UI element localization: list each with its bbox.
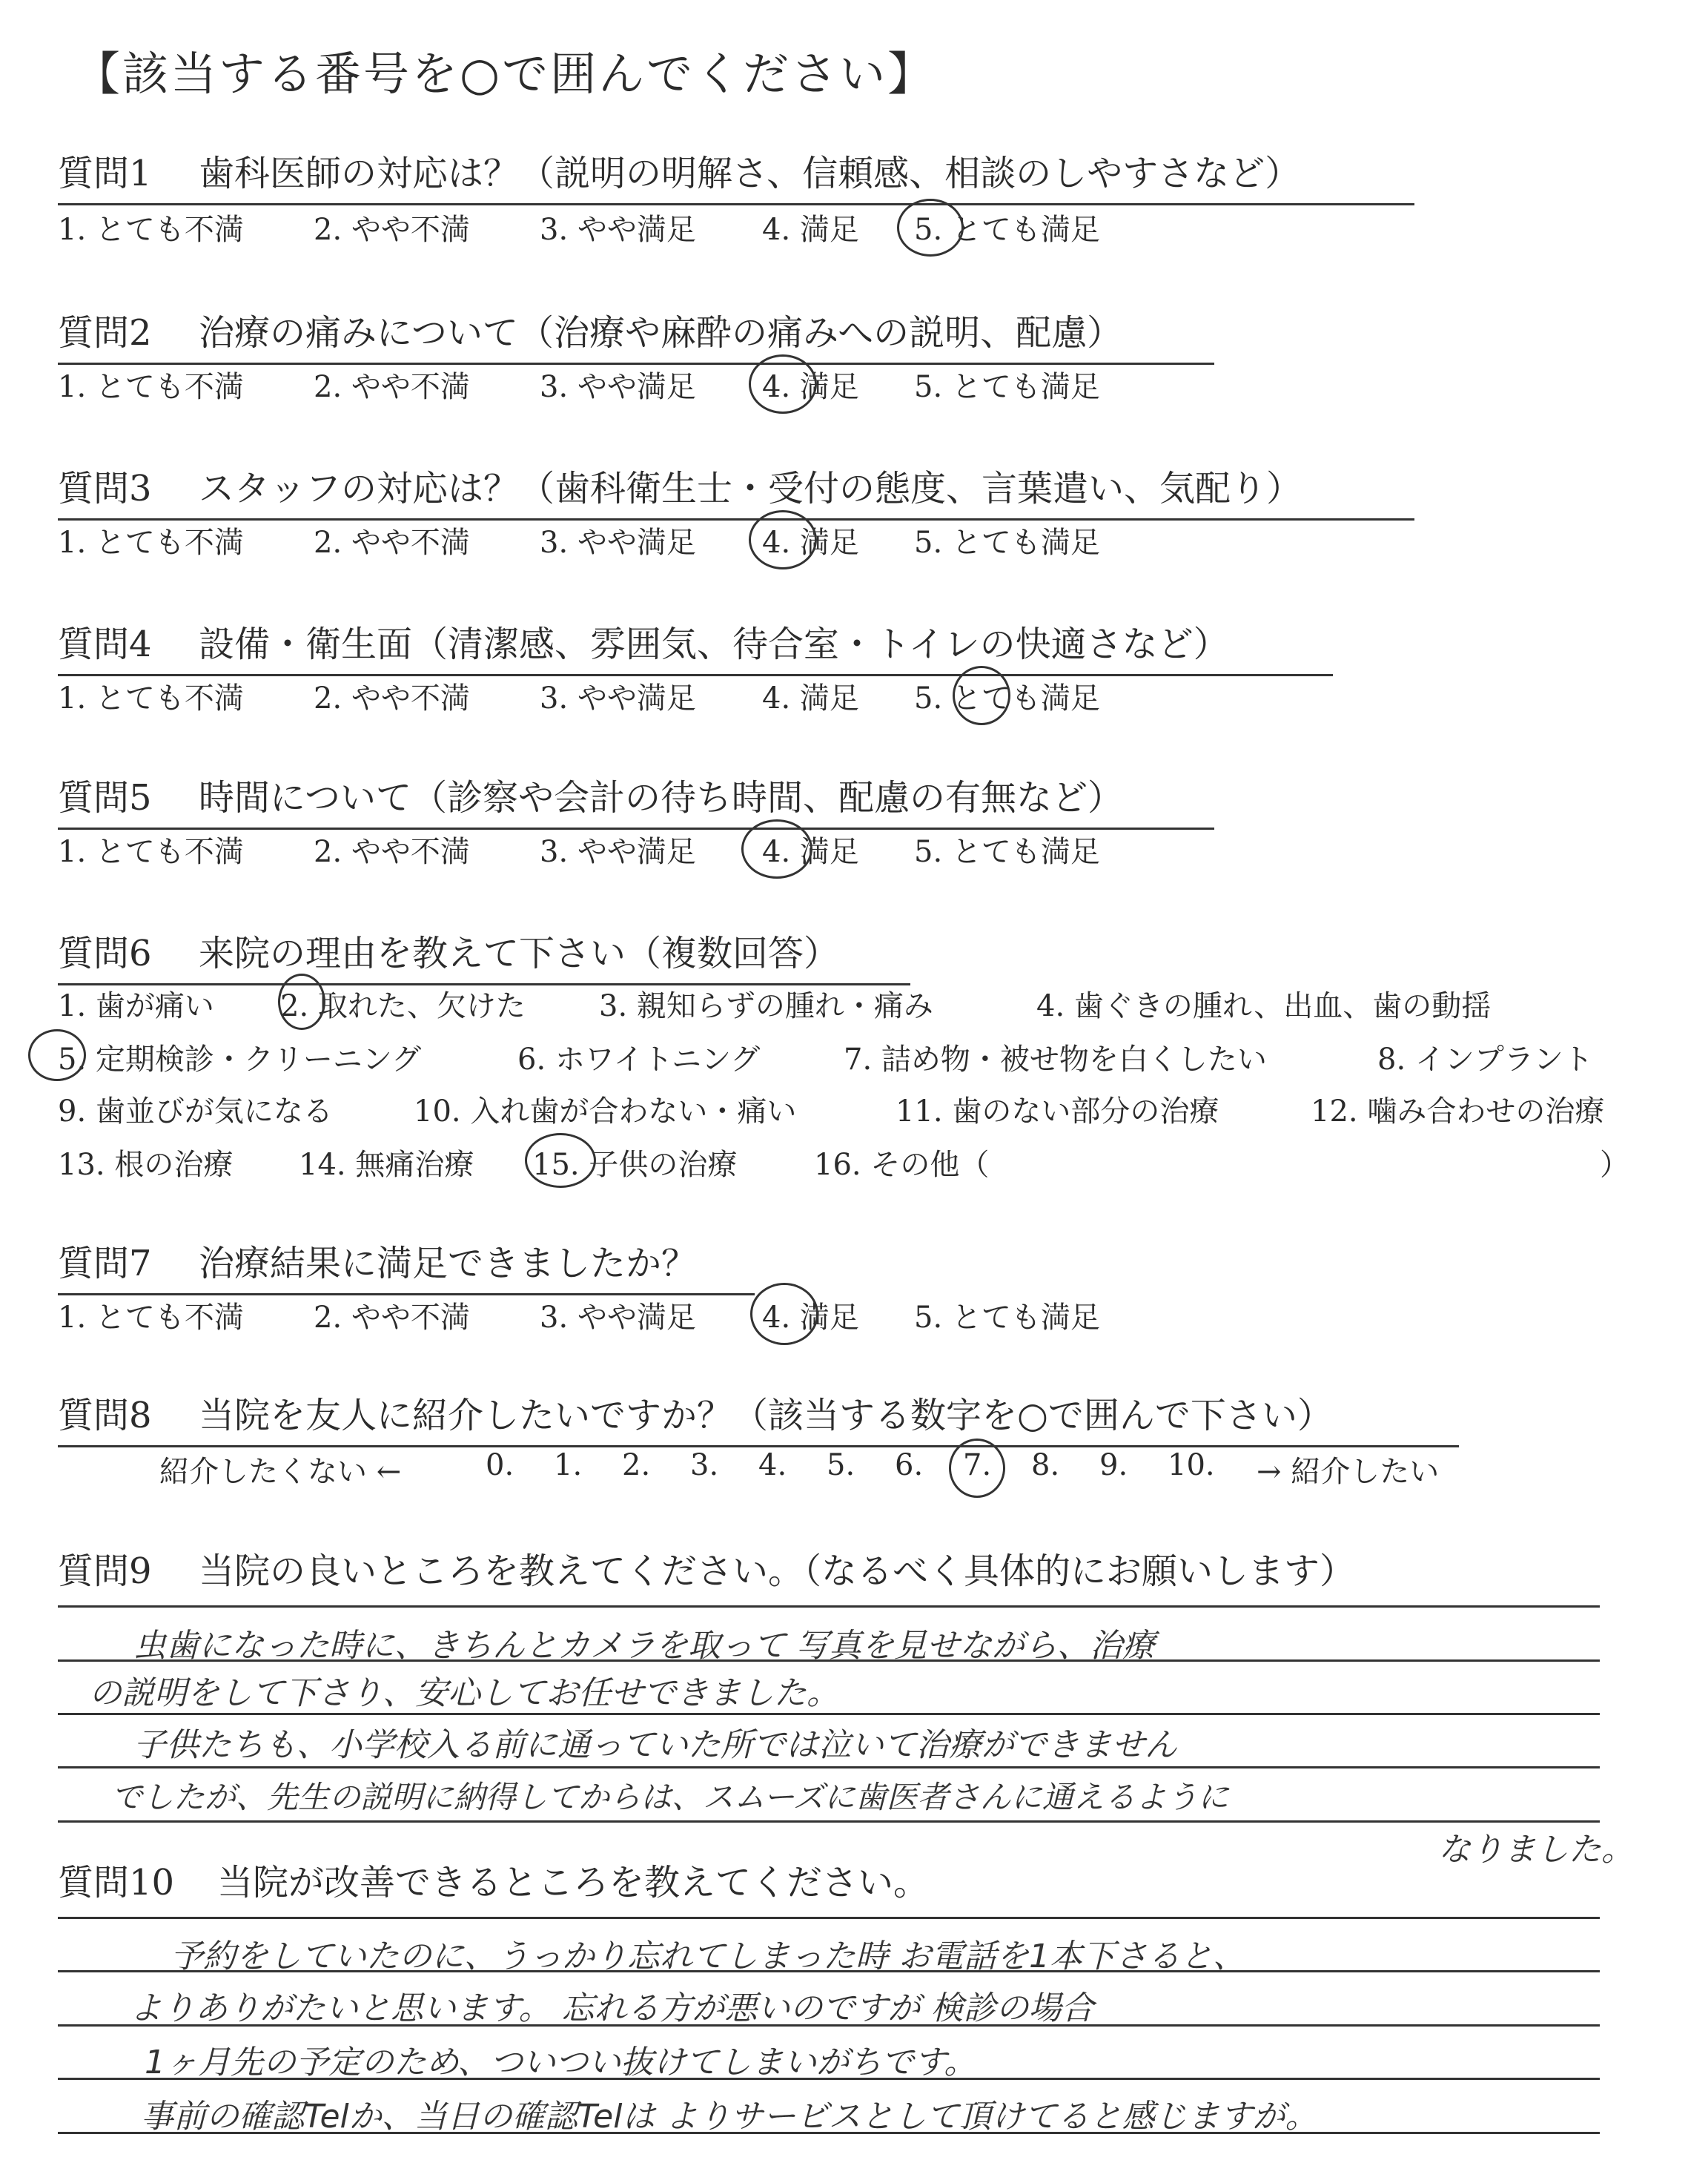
question-2-title [58, 304, 1214, 365]
question-1-number: 質問1 [58, 153, 152, 194]
question-2-number: 質問2 [58, 312, 152, 354]
q8-left-label: 紹介したくない ← [159, 1455, 402, 1489]
q6-option-5[interactable]: 5. 定期検診・クリーニング [58, 1043, 422, 1077]
question-7-text: 治療結果に満足できましたか？ [199, 1243, 698, 1284]
question-8-title [58, 1387, 1459, 1447]
q6-option-3[interactable]: 3. 親知らずの腫れ・痛み [599, 989, 933, 1023]
q7-option-2[interactable]: 2. やや不満 [314, 1301, 470, 1335]
question-1-title [58, 145, 1414, 205]
q4-option-5[interactable]: 5. とても満足 [914, 681, 1100, 716]
q5-option-2[interactable]: 2. やや不満 [314, 835, 470, 869]
q2-option-5[interactable]: 5. とても満足 [914, 370, 1100, 404]
q6-option-2[interactable]: 2. 取れた、欠けた [280, 989, 526, 1023]
q1-option-3[interactable]: 3. やや満足 [540, 213, 696, 247]
q8-option-7[interactable]: 7. [963, 1448, 992, 1482]
q10-answer-text-4: 事前の確認Telか、当日の確認Telは よりサービスとして頂けてると感じますが。 [141, 2098, 1318, 2136]
q4-option-1[interactable]: 1. とても不満 [58, 681, 244, 716]
question-8-text: 当院を友人に紹介したいですか？（該当する数字を○で囲んで下さい） [199, 1395, 1333, 1436]
q5-option-4[interactable]: 4. 満足 [762, 835, 859, 869]
q5-option-5[interactable]: 5. とても満足 [914, 835, 1100, 869]
question-6-number: 質問6 [58, 933, 152, 974]
q6-option-12[interactable]: 12. 噛み合わせの治療 [1311, 1094, 1605, 1129]
question-6-title [58, 925, 910, 985]
question-4-number: 質問4 [58, 624, 152, 665]
q9-answer-text-2: の説明をして下さり、安心してお任せできました。 [89, 1674, 839, 1712]
q10-answer-text-1: 予約をしていたのに、うっかり忘れてしまった時 お電話を1本下さると、 [171, 1938, 1245, 1975]
q6-option-10[interactable]: 10. 入れ歯が合わない・痛い [414, 1094, 797, 1129]
q8-right-label: → 紹介したい [1257, 1455, 1440, 1489]
question-1-text: 歯科医師の対応は？（説明の明解さ、信頼感、相談のしやすさなど） [199, 153, 1301, 194]
question-10-text: 当院が改善できるところを教えてください。 [217, 1862, 930, 1903]
q1-option-1[interactable]: 1. とても不満 [58, 213, 244, 247]
question-7-number: 質問7 [58, 1243, 152, 1284]
q8-option-8[interactable]: 8. [1031, 1448, 1060, 1482]
q2-option-2[interactable]: 2. やや不満 [314, 370, 470, 404]
page-header: 【該当する番号を○で囲んでください】 [74, 47, 936, 101]
q6-option-15[interactable]: 15. 子供の治療 [532, 1148, 738, 1182]
q7-option-5[interactable]: 5. とても満足 [914, 1301, 1100, 1335]
q9-answer-text-4: でしたが、先生の説明に納得してからは、スムーズに歯医者さんに通えるように [111, 1779, 1229, 1815]
q3-option-1[interactable]: 1. とても不満 [58, 526, 244, 560]
q6-option-8[interactable]: 8. インプラント [1377, 1043, 1593, 1077]
q6-option-1[interactable]: 1. 歯が痛い [58, 989, 214, 1023]
q8-option-2[interactable]: 2. [622, 1448, 651, 1482]
question-9-number: 質問9 [58, 1550, 152, 1592]
q1-option-5[interactable]: 5. とても満足 [914, 213, 1100, 247]
q2-option-4[interactable]: 4. 満足 [762, 370, 859, 404]
q2-option-3[interactable]: 3. やや満足 [540, 370, 696, 404]
q6-option-7[interactable]: 7. 詰め物・被せ物を白くしたい [844, 1043, 1267, 1077]
q10-answer-line-1 [58, 1917, 1600, 1919]
q1-option-2[interactable]: 2. やや不満 [314, 213, 470, 247]
q8-option-9[interactable]: 9. [1099, 1448, 1128, 1482]
q6-option-11[interactable]: 11. 歯のない部分の治療 [896, 1094, 1219, 1129]
q9-answer-line-5 [58, 1820, 1600, 1823]
question-5-text: 時間について（診察や会計の待ち時間、配慮の有無など） [199, 777, 1124, 819]
question-3-title [58, 460, 1414, 521]
q9-answer-text-3: 子供たちも、小学校入る前に通っていた所では泣いて治療ができません [133, 1726, 1177, 1764]
q6-option-16[interactable]: 16. その他（ [814, 1148, 990, 1182]
q6-option-9[interactable]: 9. 歯並びが気になる [58, 1094, 333, 1129]
question-5-number: 質問5 [58, 777, 152, 819]
q3-option-5[interactable]: 5. とても満足 [914, 526, 1100, 560]
q8-option-6[interactable]: 6. [895, 1448, 924, 1482]
question-10-number: 質問10 [58, 1862, 175, 1903]
q6-option-4[interactable]: 4. 歯ぐきの腫れ、出血、歯の動揺 [1036, 989, 1492, 1023]
q4-option-2[interactable]: 2. やや不満 [314, 681, 470, 716]
question-10-title [58, 1854, 929, 1905]
q9-answer-text-5: なりました。 [1438, 1831, 1634, 1869]
q8-option-10[interactable]: 10. [1168, 1448, 1215, 1482]
question-9-text: 当院の良いところを教えてください。（なるべく具体的にお願いします） [199, 1550, 1356, 1592]
q8-option-5[interactable]: 5. [827, 1448, 855, 1482]
q4-option-4[interactable]: 4. 満足 [762, 681, 859, 716]
q7-option-4[interactable]: 4. 満足 [762, 1301, 859, 1335]
q2-option-1[interactable]: 1. とても不満 [58, 370, 244, 404]
q6-option-14[interactable]: 14. 無痛治療 [299, 1148, 474, 1182]
q10-answer-text-2: よりありがたいと思います。 忘れる方が悪いのですが 検診の場合 [130, 1989, 1094, 2027]
question-9-title [58, 1542, 1355, 1593]
question-2-text: 治療の痛みについて（治療や麻酔の痛みへの説明、配慮） [199, 312, 1123, 354]
q9-answer-line-4 [58, 1766, 1600, 1768]
q3-option-3[interactable]: 3. やや満足 [540, 526, 696, 560]
question-4-text: 設備・衛生面（清潔感、雰囲気、待合室・トイレの快適さなど） [199, 624, 1229, 665]
question-3-number: 質問3 [58, 468, 152, 509]
q3-option-2[interactable]: 2. やや不満 [314, 526, 470, 560]
q5-option-1[interactable]: 1. とても不満 [58, 835, 244, 869]
q7-option-3[interactable]: 3. やや満足 [540, 1301, 696, 1335]
question-3-text: スタッフの対応は？（歯科衛生士・受付の態度、言葉遣い、気配り） [199, 468, 1302, 509]
q1-option-4[interactable]: 4. 満足 [762, 213, 859, 247]
q8-option-0[interactable]: 0. [486, 1448, 514, 1482]
q4-option-3[interactable]: 3. やや満足 [540, 681, 696, 716]
q7-option-1[interactable]: 1. とても不満 [58, 1301, 244, 1335]
q8-option-1[interactable]: 1. [554, 1448, 583, 1482]
q6-option-16-close: ） [1600, 1148, 1629, 1182]
question-4-title [58, 615, 1333, 676]
q3-option-4[interactable]: 4. 満足 [762, 526, 859, 560]
q9-answer-text-1: 虫歯になった時に、きちんとカメラを取って 写真を見せながら、治療 [133, 1627, 1155, 1665]
q10-answer-text-3: 1ヶ月先の予定のため、ついつい抜けてしまいがちです。 [145, 2044, 977, 2081]
question-6-text: 来院の理由を教えて下さい（複数回答） [199, 933, 840, 974]
q6-option-6[interactable]: 6. ホワイトニング [517, 1043, 761, 1077]
question-7-title [58, 1235, 755, 1295]
q9-answer-line-1 [58, 1605, 1600, 1608]
q6-option-13[interactable]: 13. 根の治療 [58, 1148, 234, 1182]
question-8-number: 質問8 [58, 1395, 152, 1436]
question-5-title [58, 769, 1214, 830]
q8-option-4[interactable]: 4. [758, 1448, 787, 1482]
q8-option-3[interactable]: 3. [690, 1448, 719, 1482]
q5-option-3[interactable]: 3. やや満足 [540, 835, 696, 869]
